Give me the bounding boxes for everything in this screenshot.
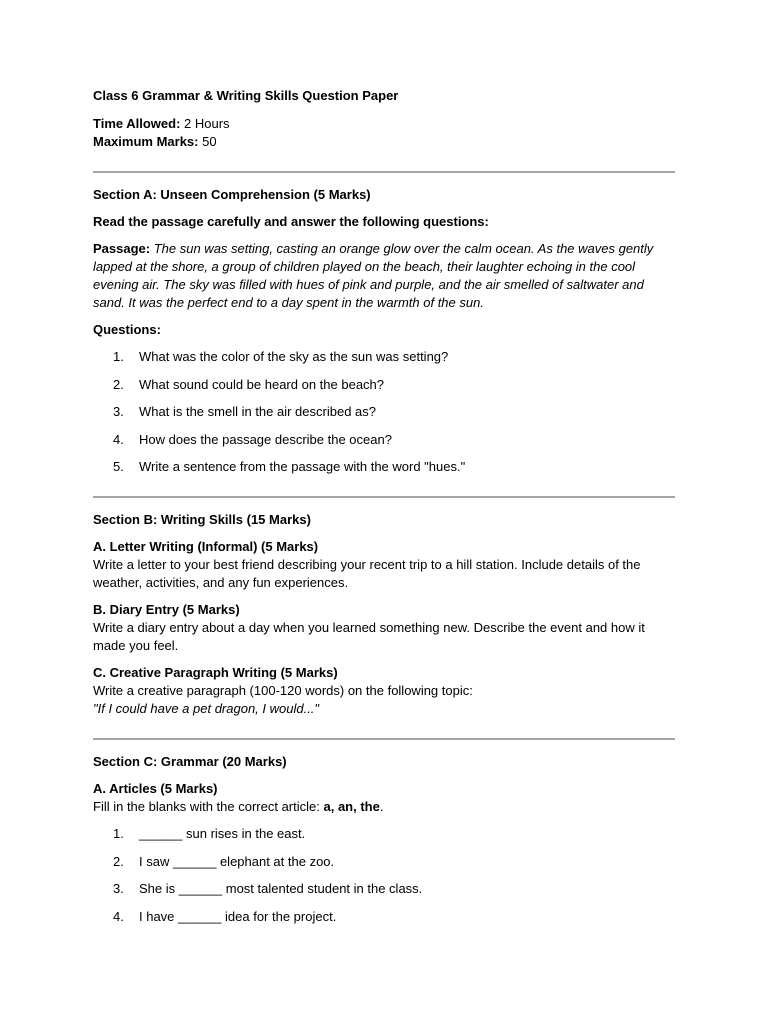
list-item [93,431,675,449]
question-number: 2. [113,376,124,392]
questions-label: Questions: [93,322,161,337]
question-number: 1. [113,826,124,841]
articles-heading: A. Articles (5 Marks) [93,781,218,796]
articles-instruction [93,798,675,816]
question-number: 4. [113,431,124,447]
articles-options: a, an, the [323,799,380,814]
passage-label: Passage: [93,241,151,256]
question-text: I have ______ idea for the project. [139,908,337,924]
articles [93,780,675,816]
section-divider [93,738,675,740]
question-number: 3. [113,881,124,896]
list-item [93,825,675,843]
question-text: Write a sentence from the passage with the word "hues." [139,459,466,474]
list-item [93,403,675,421]
question-text: ______ sun rises in the east. [139,826,306,841]
maximum-marks-value: 50 [198,134,217,149]
diary-entry [93,601,675,655]
list-item [93,458,675,476]
section-divider [93,171,675,173]
document-content [93,87,675,935]
creative-paragraph-text: Write a creative paragraph (100-120 words) on the following topic: [93,683,473,698]
section-b-heading: Section B: Writing Skills (15 Marks) [93,512,311,527]
page-title: Class 6 Grammar & Writing Skills Question Paper [93,88,399,103]
list-item [93,853,675,871]
section-a-heading: Section A: Unseen Comprehension (5 Marks) [93,187,371,202]
question-number: 3. [113,404,124,419]
maximum-marks [93,133,675,151]
list-item [93,880,675,898]
section-c-heading: Section C: Grammar (20 Marks) [93,754,287,769]
diary-entry-text: Write a diary entry about a day when you learned something new. Describe the event and how it made you feel. [93,620,645,653]
diary-entry-heading: B. Diary Entry (5 Marks) [93,602,240,617]
question-text: What was the color of the sky as the sun was setting? [139,349,449,364]
question-text: How does the passage describe the ocean? [139,431,392,447]
creative-paragraph-topic: "If I could have a pet dragon, I would..." [93,701,320,716]
creative-paragraph [93,664,675,718]
passage [93,240,675,312]
question-number: 4. [113,908,124,924]
comprehension-questions [93,348,675,476]
passage-text: The sun was setting, casting an orange glow over the calm ocean. As the waves gently lapped at the shore, a group of children played on the beach, their laughter echoing in the cool evening air. The sky was filled with hues of pink and purple, and the air smelled of saltwater and sand. It was the perfect end to a day spent in the warmth of the sun. [93,241,654,310]
question-text: I saw ______ elephant at the zoo. [139,853,335,869]
maximum-marks-label: Maximum Marks: [93,134,199,149]
section-divider [93,496,675,498]
letter-writing [93,538,675,592]
question-number: 1. [113,349,124,364]
articles-questions [93,825,675,926]
letter-writing-heading: A. Letter Writing (Informal) (5 Marks) [93,539,319,554]
question-text: What is the smell in the air described as? [139,404,376,419]
list-item [93,908,675,926]
section-a-instruction: Read the passage carefully and answer the following questions: [93,214,489,229]
question-text: What sound could be heard on the beach? [139,376,385,392]
time-allowed-label: Time Allowed: [93,116,181,131]
question-number: 5. [113,459,124,474]
articles-instruction-text: Fill in the blanks with the correct article: [93,799,324,814]
creative-paragraph-heading: C. Creative Paragraph Writing (5 Marks) [93,665,338,680]
time-allowed-value: 2 Hours [180,116,230,131]
section-a [93,186,675,476]
section-b [93,511,675,718]
letter-writing-text: Write a letter to your best friend describing your recent trip to a hill station. Include details of the weather, activities, and any fun experiences. [93,557,641,590]
list-item [93,348,675,366]
list-item [93,376,675,394]
articles-instruction-end: . [379,799,384,814]
question-text: She is ______ most talented student in the class. [139,881,423,896]
question-number: 2. [113,853,124,869]
section-c [93,753,675,926]
time-allowed [93,115,675,133]
